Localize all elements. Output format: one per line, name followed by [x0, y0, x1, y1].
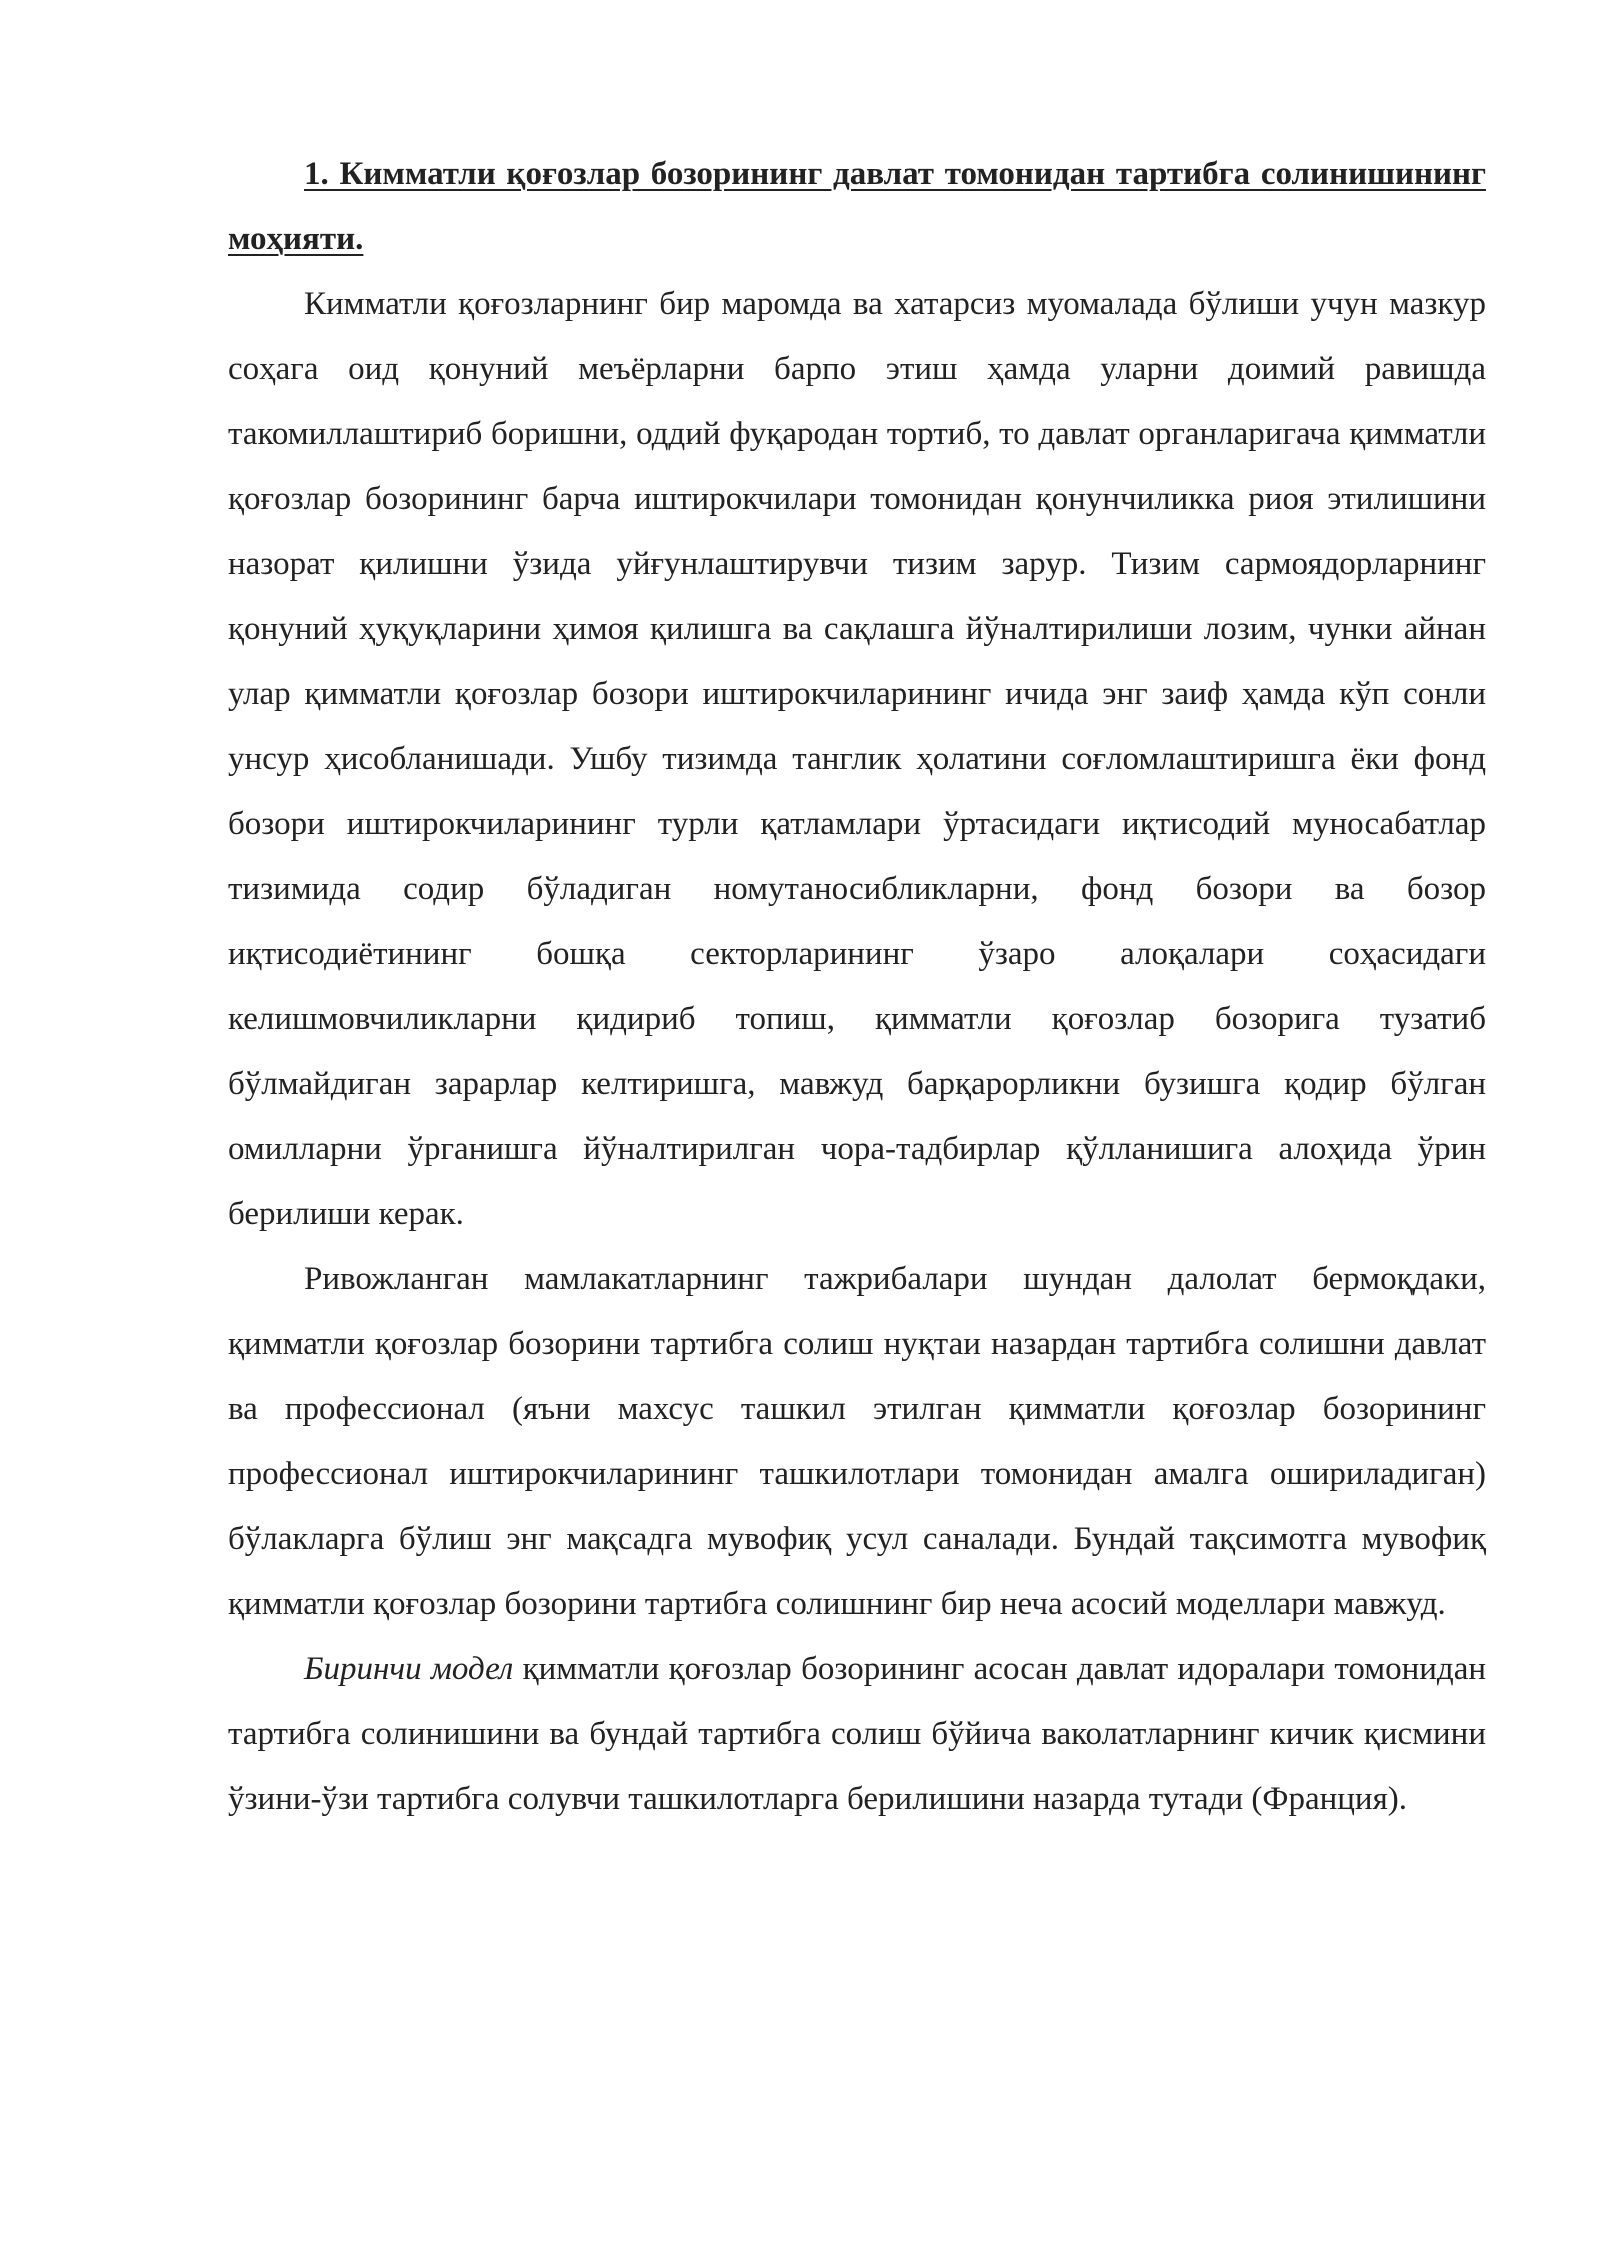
paragraph-lead-italic: Биринчи модел	[304, 1651, 514, 1687]
body-paragraph	[228, 1247, 1486, 1637]
section-heading: 1. Кимматли қоғозлар бозорининг давлат томонидан тартибга солинишининг моҳияти.	[228, 156, 1486, 257]
paragraph-text: қимматли қоғозлар бозорининг асосан давлат идоралари томонидан тартибга солинишини ва бундай тартибга солиш бўйича ваколатларнинг кичик қисмини ўзини-ўзи тартибга солувчи ташкилотларга берилишини назарда тутади (Франция).	[228, 1651, 1487, 1817]
body-paragraph	[228, 1637, 1486, 1832]
document-page	[228, 142, 1486, 1832]
paragraph-text: Кимматли қоғозларнинг бир маромда ва хатарсиз муомалада бўлиши учун мазкур соҳага оид қонуний меъёрларни барпо этиш ҳамда уларни доимий равишда такомиллаштириб боришни, оддий фуқародан тортиб, то давлат органларигача қимматли қоғозлар бозорининг барча иштирокчилари томонидан қонунчиликка риоя этилишини назорат қилишни ўзида уйғунлаштирувчи тизим зарур. Тизим сармоядорларнинг қонуний ҳуқуқларини ҳимоя қилишга ва сақлашга йўналтирилиши лозим, чунки айнан улар қимматли қоғозлар бозори иштирокчиларининг ичида энг заиф ҳамда кўп сонли унсур ҳисобланишади. Ушбу тизимда танглик ҳолатини соғломлаштиришга ёки фонд бозори иштирокчиларининг турли қатламлари ўртасидаги иқтисодий муносабатлар тизимида содир бўладиган номутаносибликларни, фонд бозори ва бозор иқтисодиётининг бошқа секторларининг ўзаро алоқалари соҳасидаги келишмовчиликларни қидириб топиш, қимматли қоғозлар бозорига тузатиб бўлмайдиган зарарлар келтиришга, мавжуд барқарорликни бузишга қодир бўлган омилларни ўрганишга йўналтирилган чора-тадбирлар қўлланишига алоҳида ўрин берилиши керак.	[228, 286, 1486, 1232]
body-paragraph	[228, 272, 1486, 1247]
paragraph-text: Ривожланган мамлакатларнинг тажрибалари шундан далолат бермоқдаки, қимматли қоғозлар бозорини тартибга солиш нуқтаи назардан тартибга солишни давлат ва профессионал (яъни махсус ташкил этилган қимматли қоғозлар бозорининг профессионал иштирокчиларининг ташкилотлари томонидан амалга ошириладиган) бўлакларга бўлиш энг мақсадга мувофиқ усул саналади. Бундай тақсимотга мувофиқ қимматли қоғозлар бозорини тартибга солишнинг бир неча асосий моделлари мавжуд.	[228, 1261, 1486, 1622]
